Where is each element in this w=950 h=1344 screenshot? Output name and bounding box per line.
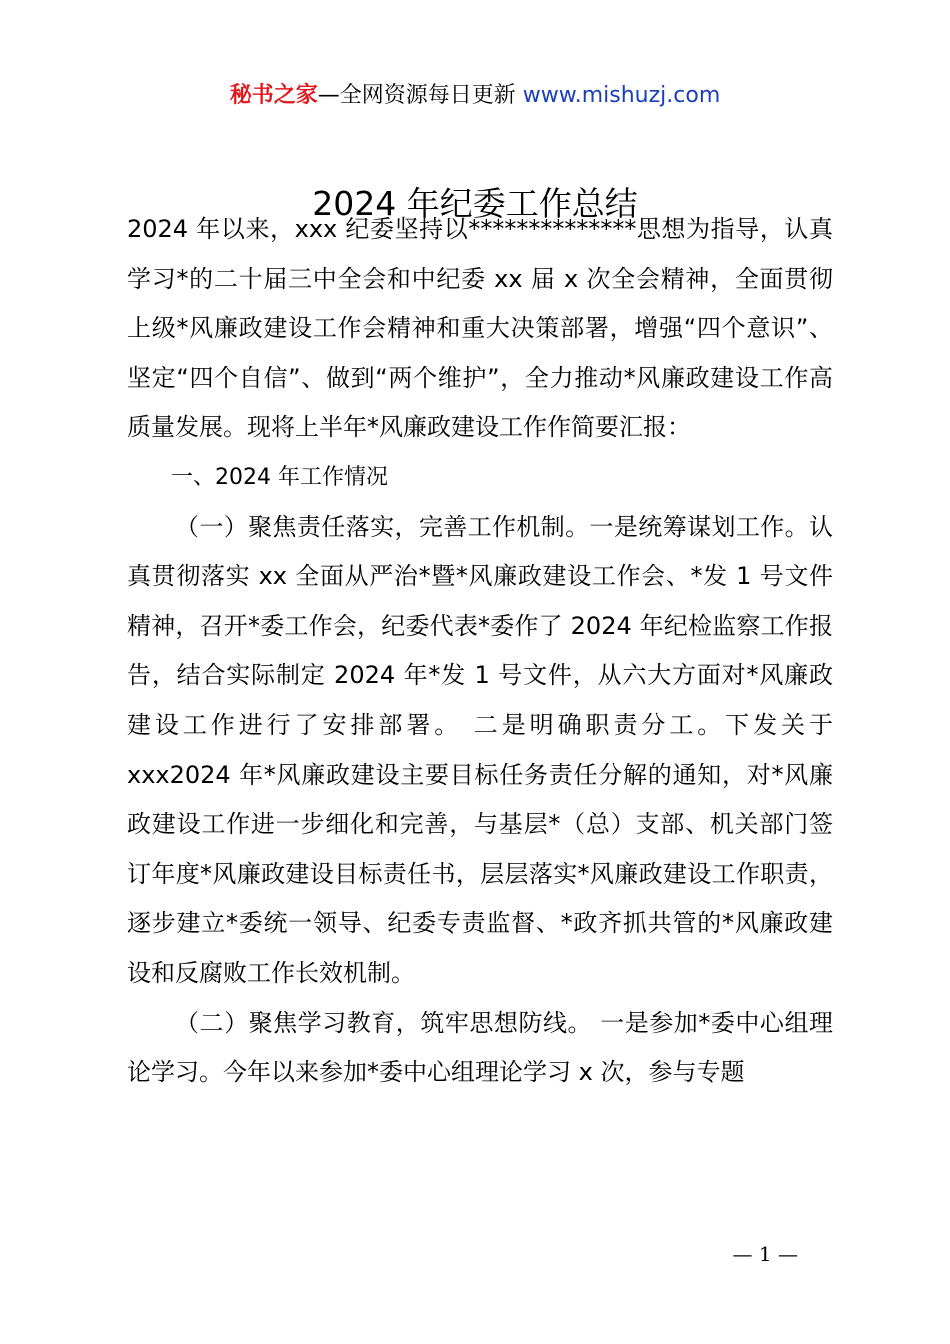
site-brand: 秘书之家 — [229, 83, 318, 108]
intro-paragraph: 2024 年以来，xxx 纪委坚持以**************思想为指导，认真学习*的二十届三中全会和中纪委 xx 届 x 次全会精神，全面贯彻上级*风廉政建设工作会精神和重大决策部署，增强“四个意识”、坚定“四个自信”、做到“两个维护”，全力推动*风廉政建设工作高质量发展。现将上半年*风廉政建设工作作简要汇报： — [127, 215, 833, 442]
body-paragraph-1: （一）聚焦责任落实，完善工作机制。一是统筹谋划工作。认真贯彻落实 xx 全面从严治*暨*风廉政建设工作会、*发 1 号文件精神，召开*委工作会，纪委代表*委作了 2024 年纪检监察工作报告，结合实际制定 2024 年*发 1 号文件，从六大方面对*风廉政建设工作进行了安排部署。 二是明确职责分工。下发关于 xxx2024 年*风廉政建设主要目标任务责任分解的通知，对*风廉政建设工作进一步细化和完善，与基层*（总）支部、机关部门签订年度*风廉政建设目标责任书，层层落实*风廉政建设工作职责，逐步建立*委统一领导、纪委专责监督、*政齐抓共管的*风廉政建设和反腐败工作长效机制。 — [127, 512, 833, 987]
document-title: 2024 年纪委工作总结 — [312, 184, 638, 223]
site-tagline: —全网资源每日更新 — [317, 83, 523, 108]
section-heading: 一、2024 年工作情况 — [171, 464, 388, 490]
body-paragraph-2: （二）聚焦学习教育，筑牢思想防线。 一是参加*委中心组理论学习。今年以来参加*委中心组理论学习 x 次，参与专题 — [127, 1008, 833, 1087]
site-url-link[interactable]: www.mishuzj.com — [522, 83, 721, 108]
document-body — [127, 205, 833, 1098]
site-header — [0, 80, 950, 112]
page-number: — 1 — — [732, 1242, 798, 1266]
